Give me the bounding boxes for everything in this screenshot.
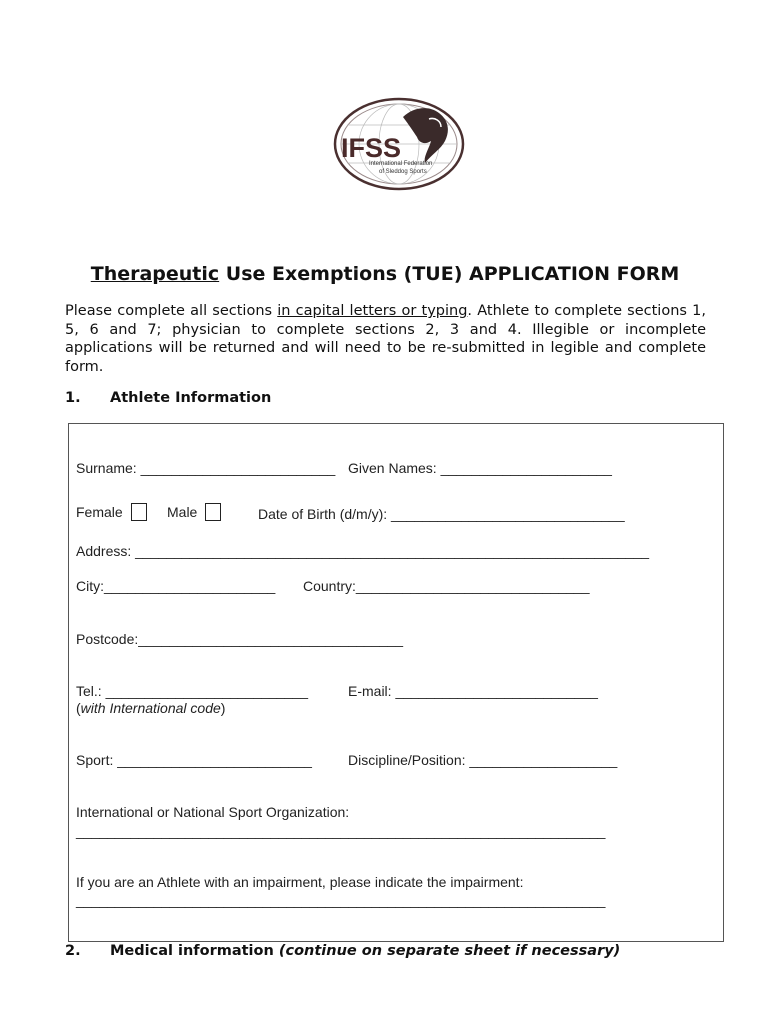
section-2-title: Medical information <box>110 943 279 959</box>
female-option[interactable] <box>76 503 147 521</box>
form-title-rest: Use Exemptions (TUE) APPLICATION FORM <box>219 263 680 285</box>
country-field[interactable]: Country:______________________________ <box>303 578 590 594</box>
logo-subtitle-line1: International Federation <box>369 161 433 167</box>
date-of-birth-field[interactable]: Date of Birth (d/m/y): ______________________________ <box>258 506 625 522</box>
section-1-number: 1. <box>65 390 81 406</box>
intro-after: . Athlete to complete sections 1, 5, 6 and 7; physician to complete sections 2, 3 and 4. Illegible or incomplete applications will be returned and will need to be re-submitted in legible and complete form. <box>65 303 706 375</box>
city-field[interactable]: City:______________________ <box>76 578 276 594</box>
surname-field[interactable]: Surname: _________________________ <box>76 460 336 476</box>
tel-note-open: ( <box>76 700 81 716</box>
email-field[interactable]: E-mail: __________________________ <box>348 683 598 699</box>
form-title <box>0 263 770 285</box>
male-option[interactable] <box>167 503 221 521</box>
intro-underlined: in capital letters or typing <box>277 303 468 319</box>
impairment-label: If you are an Athlete with an impairment, please indicate the impairment: <box>76 874 524 890</box>
section-2-number: 2. <box>65 943 81 959</box>
male-label: Male <box>167 504 198 520</box>
impairment-field[interactable]: ____________________________________________________________________ <box>76 892 606 908</box>
female-checkbox[interactable] <box>131 503 147 521</box>
section-1-heading <box>65 390 271 406</box>
sport-organization-label: International or National Sport Organization: <box>76 804 350 820</box>
female-label: Female <box>76 504 123 520</box>
form-title-underlined: Therapeutic <box>90 263 220 285</box>
given-names-field[interactable]: Given Names: ______________________ <box>348 460 612 476</box>
intro-paragraph <box>65 302 706 376</box>
ifss-logo <box>333 97 465 191</box>
address-field[interactable]: Address: __________________________________________________________________ <box>76 543 650 559</box>
ifss-logo-icon <box>333 97 465 191</box>
postcode-field[interactable]: Postcode:__________________________________ <box>76 631 403 647</box>
tel-note-italic: with International code <box>80 700 221 716</box>
tel-field[interactable]: Tel.: __________________________ <box>76 683 309 699</box>
sport-organization-field[interactable]: ____________________________________________________________________ <box>76 823 606 839</box>
section-2-heading <box>65 943 620 959</box>
logo-subtitle-line2: of Sleddog Sports <box>379 169 427 175</box>
discipline-position-field[interactable]: Discipline/Position: ___________________ <box>348 752 618 768</box>
male-checkbox[interactable] <box>205 503 221 521</box>
intro-before: Please complete all sections <box>65 303 278 319</box>
tel-note-close: ) <box>220 700 226 716</box>
section-2-note: (continue on separate sheet if necessary) <box>278 943 621 959</box>
tel-note <box>76 700 225 716</box>
section-1-title: Athlete Information <box>110 390 272 406</box>
logo-abbr: IFSS <box>341 133 402 163</box>
sport-field[interactable]: Sport: _________________________ <box>76 752 312 768</box>
